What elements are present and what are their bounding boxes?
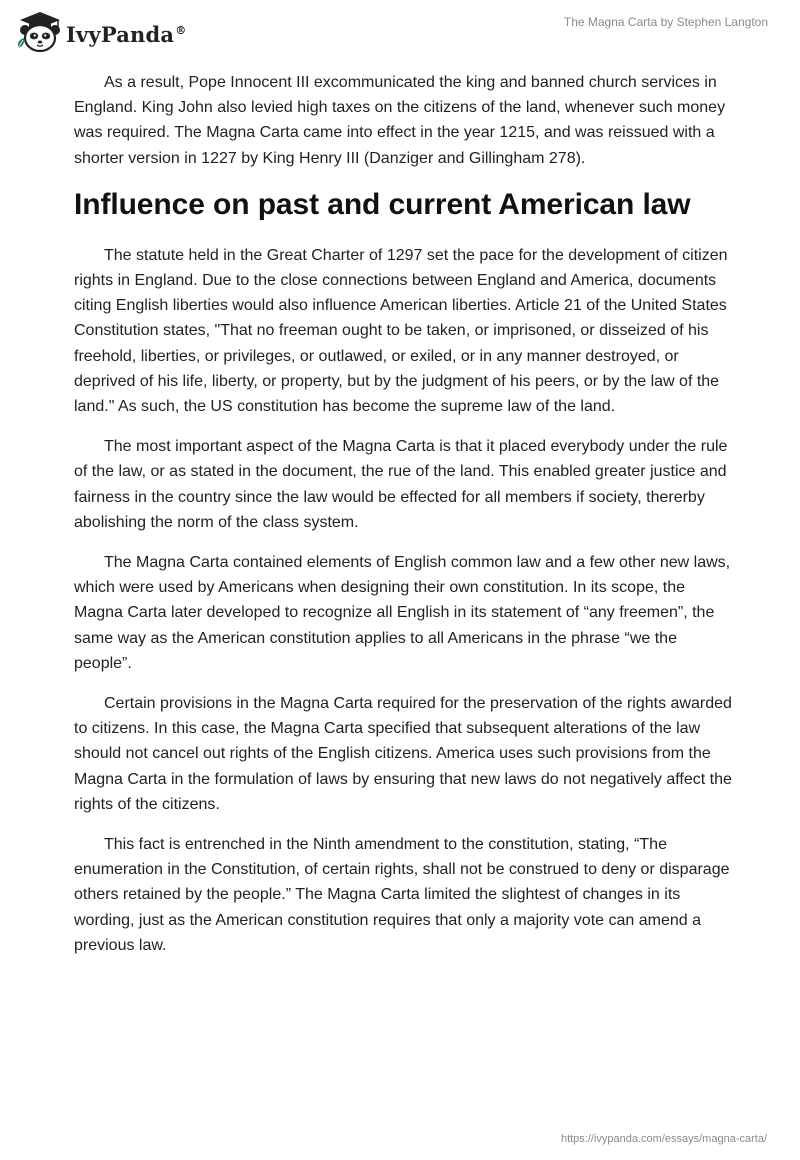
ivypanda-logo-link[interactable]	[14, 8, 186, 54]
paragraph: This fact is entrenched in the Ninth amendment to the constitution, stating, “The enumeration in the Constitution, of certain rights, shall not be construed to deny or disparage others retained by the people.” The Magna Carta limited the slightest of changes in its wording, just as the American constitution requires that only a majority vote can amend a previous law.	[74, 836, 730, 954]
source-url-link[interactable]: https://ivypanda.com/essays/magna-carta/	[560, 1133, 767, 1145]
page-header	[0, 0, 800, 60]
brand-name: IvyPanda®	[66, 21, 187, 47]
paragraph: The Magna Carta contained elements of English common law and a few other new laws, which were used by Americans when designing their own constitution. In its scope, the Magna Carta later developed to recognize all English in its statement of “any freemen”, the same way as the American constitution applies to all Americans in the phrase “we the people”.	[74, 554, 731, 672]
paragraph: The statute held in the Great Charter of 1297 set the pace for the development of citizen rights in England. Due to the close connections between England and America, documents citing English liberties would also influence American liberties. Article 21 of the United States Constitution states, "That no freeman ought to be taken, or imprisoned, or disseized of his freehold, liberties, or privileges, or outlawed, or exiled, or in any manner destroyed, or deprived of his life, liberty, or property, but by the judgment of his peers, or by the law of the land." As such, the US constitution has become the supreme law of the land.	[74, 246, 728, 416]
running-title: The Magna Carta by Stephen Langton	[563, 15, 768, 29]
paragraph: As a result, Pope Innocent III excommunicated the king and banned church services in England. King John also levied high taxes on the citizens of the land, whenever such money was required. The Magna Carta came into effect in the year 1215, and was reissued with a shorter version in 1227 by King Henry III (Danziger and Gillingham 278).	[74, 74, 726, 167]
panda-graduate-icon	[14, 8, 62, 54]
registered-mark: ®	[175, 23, 187, 37]
section-heading: Influence on past and current American law	[74, 187, 691, 221]
essay-body	[74, 70, 734, 973]
paragraph: The most important aspect of the Magna Carta is that it placed everybody under the rule of the law, or as stated in the document, the rue of the land. This enabled greater justice and fairness in the country since the law would be effected for all members if society, thererby abolishing the norm of the class system.	[74, 438, 728, 531]
paragraph: Certain provisions in the Magna Carta required for the preservation of the rights awarded to citizens. In this case, the Magna Carta specified that subsequent alterations of the law should not cancel out rights of the English citizens. America uses such provisions from the Magna Carta in the formulation of laws by ensuring that new laws do not negatively affect the rights of the citizens.	[74, 695, 732, 813]
